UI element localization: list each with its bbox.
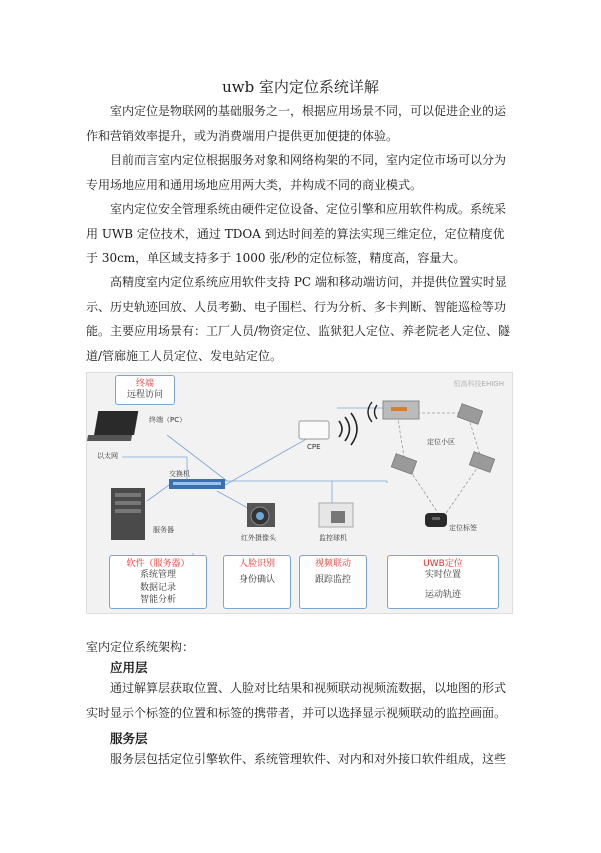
terminal-box-line: 远程访问	[126, 390, 163, 400]
video-box-title: 视频联动	[314, 559, 351, 569]
uwb-positioning-box	[387, 555, 499, 609]
terminal-box-title: 终端	[135, 379, 154, 389]
cpe-icon	[299, 413, 357, 445]
software-box-line-1: 系统管理	[139, 570, 176, 580]
label-tag: 定位标签	[449, 524, 477, 532]
dome-camera-icon	[319, 503, 353, 527]
video-box-line-1: 跟踪监控	[314, 575, 351, 585]
label-cpe: CPE	[307, 443, 321, 451]
software-box-title: 软件（服务器）	[126, 559, 190, 569]
paragraph-software: 高精度室内定位系统应用软件支持 PC 端和移动端访问，并提供位置实时显示、历史轨迹回放、人员考勤、电子围栏、行为分析、多卡判断、智能巡检等功能。主要应用场景有：工厂人员/物资定位、监狱犯人定位、养老院老人定位、隧道/管廊施工人员定位、发电站定位。	[86, 275, 511, 363]
paragraph-system: 室内定位安全管理系统由硬件定位设备、定位引擎和应用软件构成。系统采用 UWB 定位技术，通过 TDOA 到达时间差的算法实现三维定位，定位精度优于 30cm，单区域支持多于 1000 张/秒的定位标签，精度高，容量大。	[86, 202, 507, 265]
positioning-tag-icon	[425, 513, 447, 527]
label-ethernet: 以太网	[97, 452, 118, 460]
architecture-heading: 室内定位系统架构：	[86, 640, 195, 654]
section-text-service: 服务层包括定位引擎软件、系统管理软件、对内和对外接口软件组成，这些	[110, 752, 507, 766]
video-linkage-box	[299, 555, 367, 609]
uwb-anchor-icon	[368, 401, 419, 422]
paragraph-intro: 室内定位是物联网的基础服务之一，根据应用场景不同，可以促进企业的运作和营销效率提升，或为消费端用户提供更加便捷的体验。	[86, 104, 507, 143]
label-ir-camera: 红外摄像头	[241, 534, 276, 542]
face-box-title: 人脸识别	[238, 559, 275, 569]
label-pc: 终端（PC）	[149, 416, 187, 424]
uwb-box-line-1: 实时位置	[424, 570, 461, 580]
section-heading-service: 服务层	[110, 731, 148, 746]
uwb-box-title: UWB定位	[423, 559, 463, 569]
switch-icon	[169, 479, 225, 489]
label-zone: 定位小区	[427, 438, 455, 446]
laptop-icon	[87, 411, 138, 441]
terminal-box	[115, 375, 175, 405]
software-server-box	[109, 555, 207, 609]
section-text-application: 通过解算层获取位置、人脸对比结果和视频联动视频流数据，以地图的形式实时显示个标签的位置和标签的携带者，并可以选择显示视频联动的监控画面。	[86, 681, 507, 720]
watermark: 恒高科技EHIGH	[453, 380, 504, 388]
software-box-line-2: 数据记录	[139, 582, 176, 593]
uwb-box-line-2: 运动轨迹	[424, 589, 461, 600]
page-title: uwb 室内定位系统详解	[222, 78, 379, 96]
section-heading-application: 应用层	[110, 660, 148, 675]
face-box-line-1: 身份确认	[238, 575, 275, 585]
server-icon	[111, 488, 145, 540]
label-dome-camera: 监控球机	[319, 534, 347, 542]
label-switch: 交换机	[169, 470, 190, 478]
label-server: 服务器	[153, 526, 174, 534]
ir-camera-icon	[247, 503, 275, 527]
face-recognition-box	[223, 555, 291, 609]
paragraph-market: 目前而言室内定位根据服务对象和网络构架的不同，室内定位市场可以分为专用场地应用和通用场地应用两大类，并构成不同的商业模式。	[86, 153, 507, 192]
software-box-line-3: 智能分析	[139, 595, 176, 605]
system-diagram	[86, 372, 513, 614]
